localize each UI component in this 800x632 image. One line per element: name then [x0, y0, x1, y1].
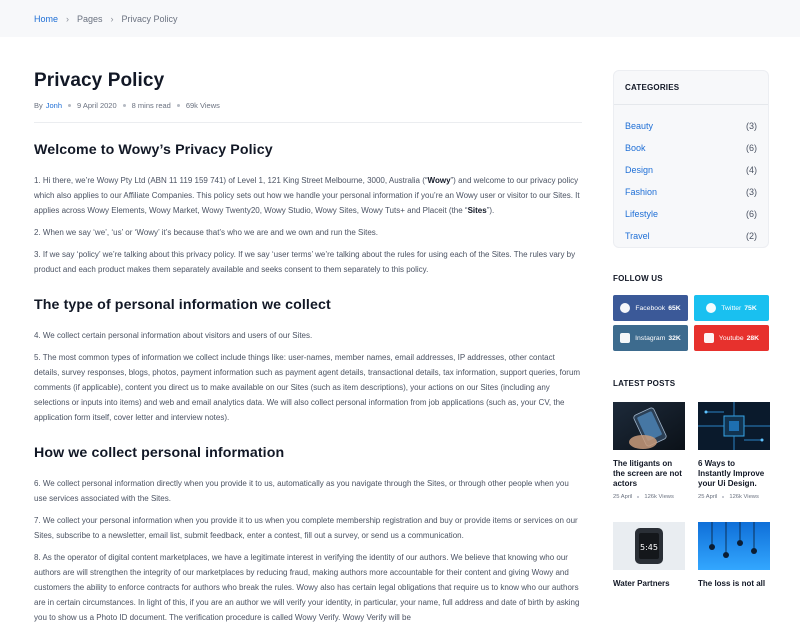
post-meta	[698, 494, 770, 500]
post-title[interactable]: The loss is not all	[698, 579, 766, 588]
categories-title: CATEGORIES	[625, 83, 680, 92]
paragraph: 4. We collect certain personal information about visitors and users of our Sites.	[34, 331, 313, 340]
social-name: Twitter	[721, 304, 742, 312]
category-link[interactable]: Lifestyle	[625, 209, 659, 219]
post-title[interactable]: 6 Ways to Instantly Improve your Ui Design.	[698, 459, 765, 488]
author-link[interactable]: Jonh	[45, 101, 63, 110]
post-views: 126k Views	[644, 494, 674, 500]
breadcrumb	[0, 0, 800, 37]
paragraph-bold: Sites	[467, 206, 487, 215]
breadcrumb-home-link[interactable]: Home	[34, 13, 59, 24]
social-count: 75K	[744, 304, 757, 312]
category-count: (3)	[746, 121, 757, 131]
social-count: 32K	[668, 334, 681, 342]
category-item[interactable]	[625, 203, 757, 225]
meta-dot	[68, 104, 71, 107]
hanging-bulbs-image	[698, 522, 770, 570]
category-link[interactable]: Design	[625, 165, 654, 175]
paragraph: 5. The most common types of information we collect include things like: user-names, member names, email addresses, IP addresses, other contact details, survey responses, blogs, photos, payment information such as payment agent details, transactional details, tax information, support queries, forum comments (if applicable), content you direct us to make available on our Sites (such as item descriptions), your actions on our Sites (including any selections or inputs into items) and web and email analytics data. We will also collect personal information from job applications (such as, your CV, the application form itself, cover letter and interview notes).	[34, 353, 581, 422]
category-item[interactable]	[625, 181, 757, 203]
section-heading: Welcome to Wowy’s Privacy Policy	[34, 142, 273, 158]
breadcrumb-separator: ›	[66, 13, 70, 24]
divider	[614, 104, 768, 105]
social-name: Instagram	[635, 334, 666, 342]
facebook-button[interactable]	[613, 295, 688, 321]
paragraph: 2. When we say ‘we’, ‘us’ or ‘Wowy’ it’s because that’s who we are and we own and run the Sites.	[34, 228, 379, 237]
post-card[interactable]	[613, 402, 685, 500]
category-link[interactable]: Book	[625, 143, 646, 153]
instagram-icon	[620, 333, 630, 343]
post-card[interactable]	[613, 522, 685, 589]
category-item[interactable]	[625, 137, 757, 159]
category-count: (4)	[746, 165, 757, 175]
paragraph-text: ”).	[486, 206, 495, 215]
paragraph	[34, 173, 582, 218]
sidebar	[613, 70, 770, 589]
breadcrumb-current: Privacy Policy	[121, 13, 178, 24]
breadcrumb-separator: ›	[110, 13, 114, 24]
twitter-icon	[706, 303, 716, 313]
post-title[interactable]: Water Partners	[613, 579, 670, 588]
article	[34, 70, 582, 632]
category-count: (6)	[746, 143, 757, 153]
post-date: 25 April	[613, 494, 633, 500]
view-count: 69k Views	[185, 101, 220, 110]
post-date: 25 April	[698, 494, 718, 500]
social-name: Facebook	[635, 304, 666, 312]
paragraph: 7. We collect your personal information when you provide it to us when you complete membership registration and buy or provide items or services on our Sites, subscribe to a newsletter, email list, submit feedback, enter a contest, fill out a survey, or send us a communication.	[34, 516, 578, 540]
category-link[interactable]: Travel	[625, 231, 650, 241]
instagram-button[interactable]	[613, 325, 688, 351]
latest-posts-widget	[613, 379, 770, 589]
follow-us-title: FOLLOW US	[613, 274, 663, 283]
page-title: Privacy Policy	[34, 70, 165, 91]
meta-dot	[123, 104, 126, 107]
category-count: (3)	[746, 187, 757, 197]
post-card[interactable]	[698, 522, 770, 589]
smartwatch-image	[613, 522, 685, 570]
social-count: 65K	[668, 304, 681, 312]
categories-widget	[613, 70, 769, 248]
category-item[interactable]	[625, 225, 757, 247]
category-link[interactable]: Fashion	[625, 187, 658, 197]
facebook-icon	[620, 303, 630, 313]
social-links	[613, 295, 770, 351]
latest-posts-title: LATEST POSTS	[613, 379, 676, 388]
twitter-button[interactable]	[694, 295, 769, 321]
paragraph: 3. If we say ‘policy’ we’re talking about this privacy policy. If we say ‘user terms’ we’re talking about the rules for using each of the Sites. The rules vary by product and each product makes them separately available and seeks consent to them separately to this policy.	[34, 250, 576, 274]
circuit-board-image	[698, 402, 770, 450]
article-date: 9 April 2020	[77, 101, 117, 110]
post-thumbnail[interactable]	[613, 522, 685, 570]
latest-posts-grid	[613, 402, 770, 589]
social-name: Youtube	[718, 334, 744, 342]
breadcrumb-pages-link[interactable]: Pages	[77, 13, 103, 24]
post-meta	[613, 494, 685, 500]
paragraph: 6. We collect personal information directly when you provide it to us, automatically as you navigate through the Sites, or through other people when you use services associated with the Sites.	[34, 479, 569, 503]
post-thumbnail[interactable]	[698, 402, 770, 450]
paragraph-bold: Wowy	[427, 176, 451, 185]
social-count: 28K	[746, 334, 760, 342]
follow-us-widget	[613, 274, 770, 351]
post-thumbnail[interactable]	[613, 402, 685, 450]
post-thumbnail[interactable]	[698, 522, 770, 570]
meta-dot	[177, 104, 180, 107]
category-item[interactable]	[625, 115, 757, 137]
meta-dot	[637, 496, 639, 498]
category-link[interactable]: Beauty	[625, 121, 654, 131]
section-heading: The type of personal information we collect	[34, 297, 331, 313]
post-title[interactable]: The litigants on the screen are not actors	[613, 459, 682, 488]
phone-in-hand-image	[613, 402, 685, 450]
post-card[interactable]	[698, 402, 770, 500]
paragraph-text: ”) and welcome to our privacy policy which also applies to our Affiliate Companies. This policy sets out how we handle your personal information if you’re an Wowy user or visitor to our Sites. It applies across Wowy Elements, Wowy Market, Wowy Twenty20, Wowy Studio, Wowy Sites, Wowy Tuts+ and Placeit (the “	[34, 176, 580, 215]
byline-prefix: By	[34, 101, 43, 110]
youtube-icon	[704, 333, 714, 343]
paragraph-text: 1. Hi there, we’re Wowy Pty Ltd (ABN 11 119 159 741) of Level 1, 121 King Street Melbourne, 3000, Australia (“	[34, 176, 428, 185]
svg-text:5:45: 5:45	[640, 543, 658, 552]
post-views: 126k Views	[729, 494, 759, 500]
article-meta	[34, 101, 582, 123]
category-item[interactable]	[625, 159, 757, 181]
paragraph: 8. As the operator of digital content marketplaces, we have a legitimate interest in verifying the identity of our authors. We believe that knowing who our authors are will strengthen the integrity of our marketplaces by reducing fraud, making authors more accountable for their content and giving Wowy and customers the ability to enforce contracts for authors who break the rules. Wowy also has certain legal obligations that require us to know who our authors are in certain circumstances. In light of this, if you are an author we will verify your identity, in particular, your name, full address and date of birth by asking you to show us a Photo ID document. The verification procedure is called Wowy Verify. Wowy Verify will be	[34, 553, 580, 622]
youtube-button[interactable]	[694, 325, 769, 351]
section-heading: How we collect personal information	[34, 445, 285, 461]
category-count: (6)	[746, 209, 757, 219]
meta-dot	[722, 496, 724, 498]
category-count: (2)	[746, 231, 757, 241]
read-time: 8 mins read	[131, 101, 171, 110]
